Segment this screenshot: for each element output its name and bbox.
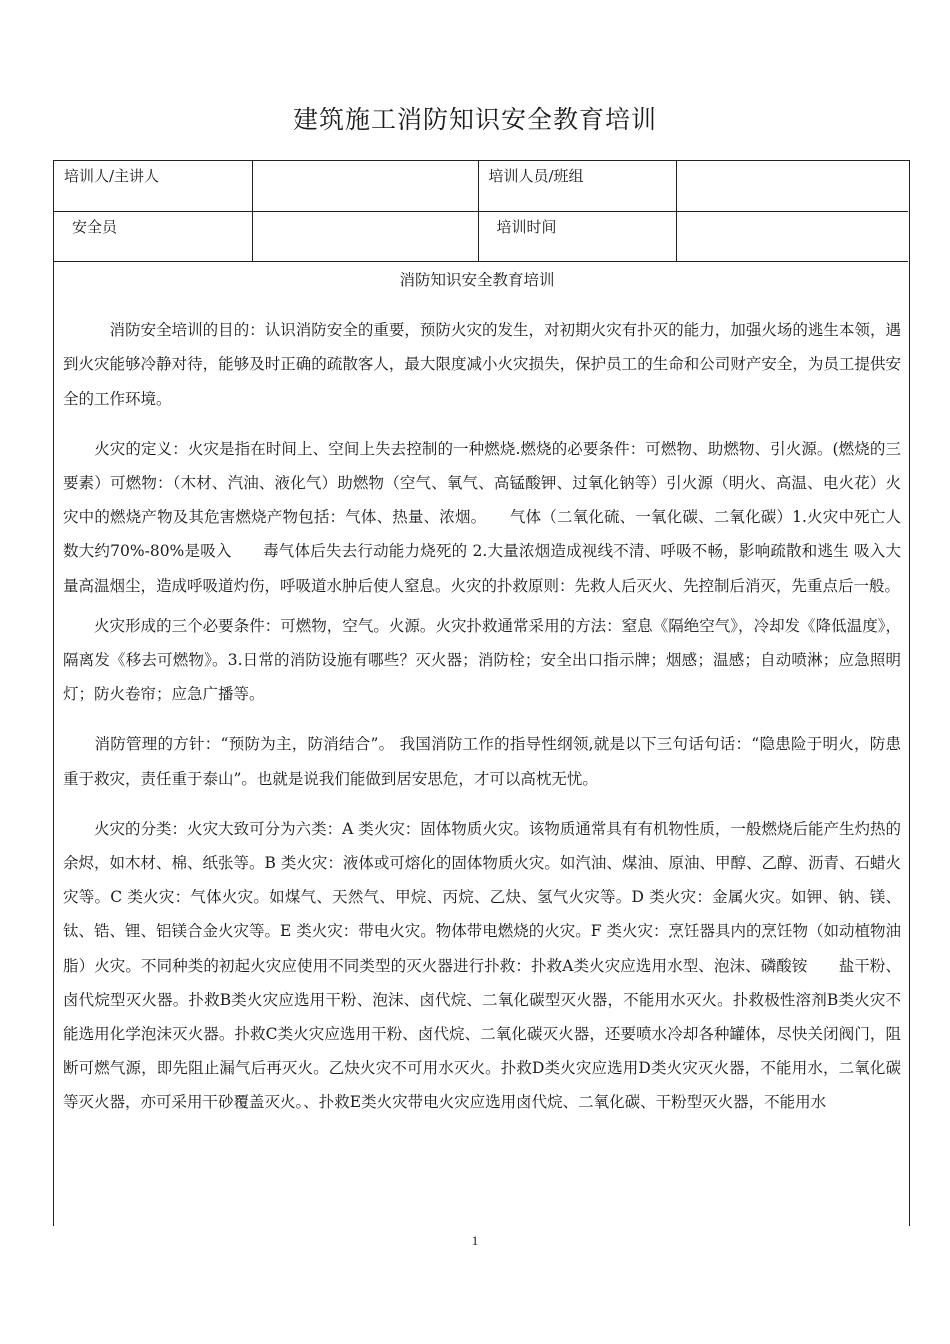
safety-officer-label: 安全员 bbox=[54, 211, 252, 261]
training-time-value bbox=[676, 211, 908, 261]
page-number: 1 bbox=[471, 1233, 479, 1248]
trainer-value bbox=[252, 161, 478, 211]
paragraph-purpose: 消防安全培训的目的：认识消防安全的重要，预防火灾的发生，对初期火灾有扑灭的能力，加强火场的逃生本领，遇到火灾能够冷静对待，能够及时正确的疏散客人，最大限度减小火灾损失，保护员工的生命和公司财产安全，为员工提供安全的工作环境。 bbox=[63, 321, 901, 408]
header-table bbox=[54, 161, 908, 262]
header-row-2 bbox=[54, 211, 908, 261]
paragraph-fire-conditions: 火灾形成的三个必要条件：可燃物，空气。火源。火灾扑救通常采用的方法：窒息《隔绝空气》，冷却发《降低温度》，隔离发《移去可燃物》。3.日常的消防设施有哪些？灭火器；消防栓；安全出口指示牌；烟感；温感；自动喷淋；应急照明灯；防火卷帘；应急广播等。 bbox=[63, 616, 901, 704]
content-subtitle: 消防知识安全教育培训 bbox=[399, 271, 555, 289]
paragraph-fire-classification: 火灾的分类：火灾大致可分为六类：A 类火灾：固体物质火灾。该物质通常具有有机物性质，一般燃烧后能产生灼热的余烬，如木材、棉、纸张等。B 类火灾：液体或可熔化的固体物质火灾。如汽油、煤油、原油、甲醇、乙醇、沥青、石蜡火灾等。C 类火灾：气体火灾。如煤气、天然气、甲烷、丙烷、乙炔、氢气火灾等。D 类火灾：金属火灾。如钾、钠、镁、钛、锆、锂、铝镁合金火灾等。E 类火灾：带电火灾。物体带电燃烧的火灾。F 类火灾：烹饪器具内的烹饪物（如动植物油脂）火灾。不同种类的初起火灾应使用不同类型的灭火器进行扑救：扑救A类火灾应选用水型、泡沫、磷酸铵 盐干粉、卤代烷型灭火器。扑救B类火灾应选用干粉、泡沫、卤代烷、二氧化碳型灭火器，不能用水灭火。扑救极性溶剂B类火灾不能选用化学泡沫灭火器。扑救C类火灾应选用干粉、卤代烷、二氧化碳灭火器，还要喷水冷却各种罐体，尽快关闭阀门，阻断可燃气源，即先阻止漏气后再灭火。乙炔火灾不可用水灭火。扑救D类火灾应选用D类火灾灭火器，不能用水，二氧化碳等灭火器，亦可采用干砂覆盖灭火。、扑救E类火灾带电火灾应选用卤代烷、二氧化碳、干粉型灭火器，不能用水 bbox=[63, 819, 901, 1112]
paragraph-fire-definition: 火灾的定义：火灾是指在时间上、空间上失去控制的一种燃烧.燃烧的必要条件：可燃物、助燃物、引火源。(燃烧的三要素）可燃物：（木材、汽油、液化气）助燃物（空气、氧气、高锰酸钾、过氧化钠等）引火源（明火、高温、电火花）火灾中的燃烧产物及其危害燃烧产物包括：气体、热量、浓烟。 气体（二氧化硫、一氧化碳、二氧化碳）1.火灾中死亡人数大约70%-80%是吸入 毒气体后失去行动能力烧死的 2.大量浓烟造成视线不清、呼吸不畅，影响疏散和逃生 吸入大量高温烟尘，造成呼吸道灼伤，呼吸道水肿后使人窒息。火灾的扑救原则：先救人后灭火、先控制后消灭，先重点后一般。 bbox=[63, 439, 901, 595]
trainees-label: 培训人员/班组 bbox=[478, 161, 676, 211]
safety-officer-value bbox=[252, 211, 478, 261]
form-frame bbox=[53, 160, 910, 1226]
document-title: 建筑施工消防知识安全教育培训 bbox=[292, 105, 657, 134]
training-content bbox=[63, 263, 901, 1120]
training-time-label: 培训时间 bbox=[478, 211, 676, 261]
trainer-label: 培训人/主讲人 bbox=[54, 161, 252, 211]
header-row-1 bbox=[54, 161, 908, 211]
paragraph-management-policy: 消防管理的方针：“预防为主，防消结合”。 我国消防工作的指导性纲领,就是以下三句话句话：“隐患险于明火，防患重于救灾，责任重于泰山”。也就是说我们能做到居安思危，才可以高枕无忧。 bbox=[63, 735, 901, 788]
trainees-value bbox=[676, 161, 908, 211]
